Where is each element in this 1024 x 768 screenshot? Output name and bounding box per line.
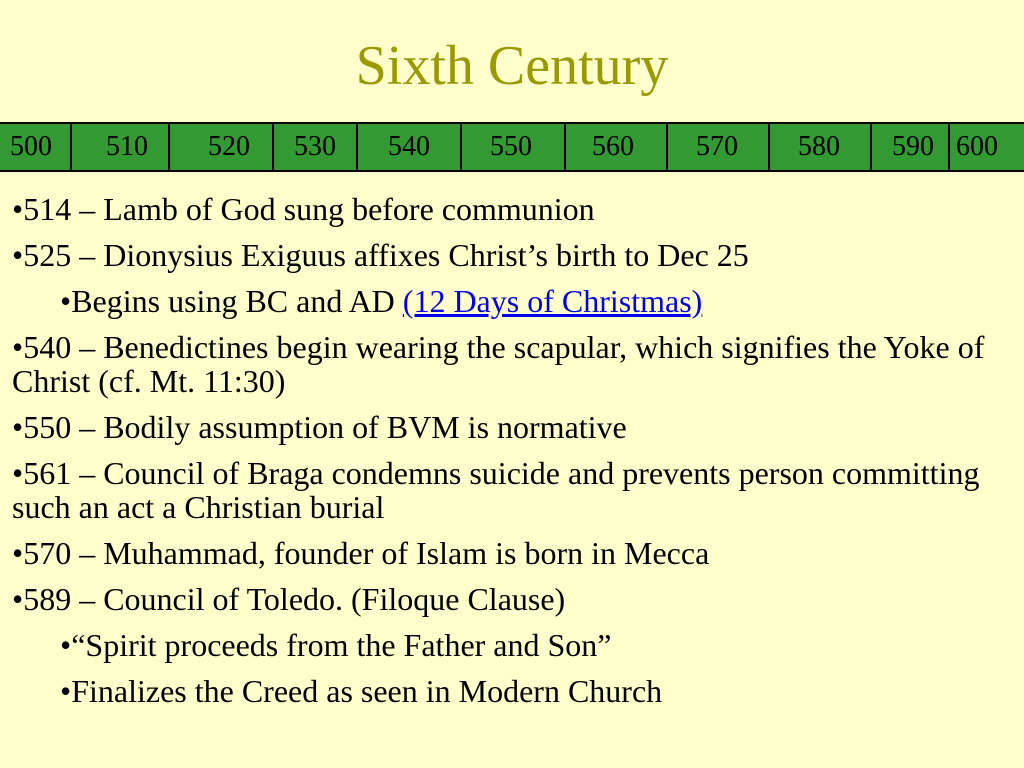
sub-bullet-item: •“Spirit proceeds from the Father and Son” — [60, 627, 612, 663]
timeline-tick: 590 — [872, 124, 950, 170]
bullet-item: •514 – Lamb of God sung before communion — [12, 191, 595, 227]
timeline-tick: 580 — [770, 124, 872, 170]
bullet-item: •561 – Council of Braga condemns suicide and prevents person committing such an act a Christian burial — [12, 455, 980, 525]
timeline-tick: 570 — [668, 124, 770, 170]
timeline-tick: 510 — [72, 124, 170, 170]
timeline-tick: 500 — [0, 124, 72, 170]
bullet-item: •540 – Benedictines begin wearing the scapular, which signifies the Yoke of Christ (cf. Mt. 11:30) — [12, 329, 985, 399]
timeline-tick: 600 — [956, 131, 998, 162]
slide-title: Sixth Century — [355, 35, 669, 97]
bullet-item: •525 – Dionysius Exiguus affixes Christ’s birth to Dec 25 — [12, 237, 749, 273]
timeline-tick: 560 — [566, 124, 668, 170]
bullet-item: •589 – Council of Toledo. (Filoque Clause) — [12, 581, 566, 617]
timeline-tick: 540 — [358, 124, 462, 170]
timeline-tick: 520 — [170, 124, 274, 170]
sub-bullet-item: •Finalizes the Creed as seen in Modern Church — [60, 673, 663, 709]
bullet-item: •550 – Bodily assumption of BVM is normative — [12, 409, 627, 445]
bullet-list — [12, 192, 1012, 720]
timeline-tick: 530 — [274, 124, 358, 170]
bullet-item: •570 – Muhammad, founder of Islam is born in Mecca — [12, 535, 710, 571]
sub-bullet-item — [12, 284, 1012, 318]
timeline-bar — [0, 122, 1024, 172]
twelve-days-link[interactable]: (12 Days of Christmas) — [402, 283, 703, 319]
bullet-text: •Begins using BC and AD — [60, 283, 403, 319]
timeline-tick: 550 — [462, 124, 566, 170]
